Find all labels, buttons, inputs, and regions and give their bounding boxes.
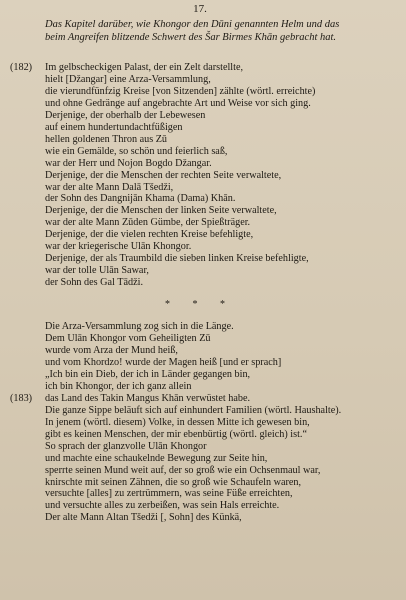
verse-line: hellen goldenen Thron aus Zū xyxy=(45,133,168,145)
verse-number: (182) xyxy=(10,62,33,73)
verse-line: Derjenige, der als Traumbild die sieben linken Kreise befehligte, xyxy=(45,253,309,265)
verse-line: war der alte Mann Zūden Gümbe, der Spießträger. xyxy=(45,217,251,229)
verse-line: das Land des Takin Mangus Khān verwüstet habe. xyxy=(45,392,251,404)
verse-line: sperrte seinen Mund weit auf, der so groß wie ein Ochsenmaul war, xyxy=(45,464,321,476)
chapter-title-line: Das Kapitel darüber, wie Khongor den Dūni genannten Helm und das xyxy=(45,19,340,30)
verse-line: Derjenige, der die Menschen der linken Seite verwaltete, xyxy=(45,205,277,217)
verse-line: wurde vom Arza der Mund heiß, xyxy=(45,345,178,357)
verse-line: Derjenige, der oberhalb der Lebewesen xyxy=(45,109,206,121)
verse-block-182 xyxy=(8,62,392,289)
verse-line: „Ich bin ein Dieb, der ich in Länder gegangen bin, xyxy=(45,368,251,380)
verse-line: und vom Khordzo! wurde der Magen heiß [und er sprach] xyxy=(45,356,282,368)
verse-line: und versuchte alles zu zerbeißen, was sein Hals erreichte. xyxy=(45,500,280,512)
verse-line: Die ganze Sippe beläuft sich auf einhundert Familien (wörtl. Haushalte). xyxy=(45,404,342,416)
chapter-title-line: beim Angreifen blitzende Schwert des Šar Birmes Khān gebracht hat. xyxy=(45,32,337,43)
verse-line: Dem Ulān Khongor vom Geheiligten Zū xyxy=(45,333,211,345)
verse-line: knirschte mit seinen Zähnen, die so groß wie Schaufeln waren, xyxy=(45,476,302,488)
verse-line: die vierundfünfzig Kreise [von Sitzenden] zählte (wörtl. erreichte) xyxy=(45,85,316,97)
verse-line: Im gelbscheckigen Palast, der ein Zelt darstellte, xyxy=(45,62,244,73)
verse-line: Derjenige, der die Menschen der rechten Seite verwaltete, xyxy=(45,169,282,181)
verse-line: der Sohn des Dangnijān Khama (Dama) Khān. xyxy=(45,193,236,205)
verse-line: und machte eine schaukelnde Bewegung zur Seite hin, xyxy=(45,452,268,464)
verse-line: war der tolle Ulān Sawar, xyxy=(45,265,149,277)
chapter-title xyxy=(45,18,392,44)
verse-line: In jenem (wörtl. diesem) Volke, in dessen Mitte ich gewesen bin, xyxy=(45,416,310,428)
section-separator: * * * xyxy=(165,299,235,311)
verse-line: ich bin Khongor, der ich ganz allein xyxy=(45,380,192,392)
verse-line: gibt es keinen Menschen, der mir ebenbürtig (wörtl. gleich) ist.“ xyxy=(45,428,307,440)
verse-block-183 xyxy=(8,321,392,524)
verse-line: war der alte Mann Dalā Tšedži, xyxy=(45,181,174,193)
verse-line: war der kriegerische Ulān Khongor. xyxy=(45,241,192,253)
verse-line: Derjenige, der die vielen rechten Kreise befehligte, xyxy=(45,229,254,241)
verse-number: (183) xyxy=(10,392,33,404)
verse-line: und ohne Gedränge auf angebrachte Art und Weise vor sich ging. xyxy=(45,97,311,109)
page-number: 17. xyxy=(193,3,207,15)
verse-line: auf einem hundertundachtfüßigen xyxy=(45,121,183,133)
verse-line: hielt [Džangar] eine Arza-Versammlung, xyxy=(45,73,211,85)
verse-line: Die Arza-Versammlung zog sich in die Länge. xyxy=(45,321,234,333)
verse-line: Der alte Mann Altan Tšedži [, Sohn] des Künkä, xyxy=(45,512,242,524)
verse-line: wie ein Gemälde, so schön und feierlich saß, xyxy=(45,145,228,157)
verse-line: So sprach der glanzvolle Ulān Khongor xyxy=(45,440,207,452)
verse-line: war der Herr und Nojon Bogdo Džangar. xyxy=(45,157,212,169)
verse-line: der Sohn des Gal Tādži. xyxy=(45,277,143,289)
verse-line: versuchte [alles] zu zertrümmern, was seine Füße erreichten, xyxy=(45,488,293,500)
